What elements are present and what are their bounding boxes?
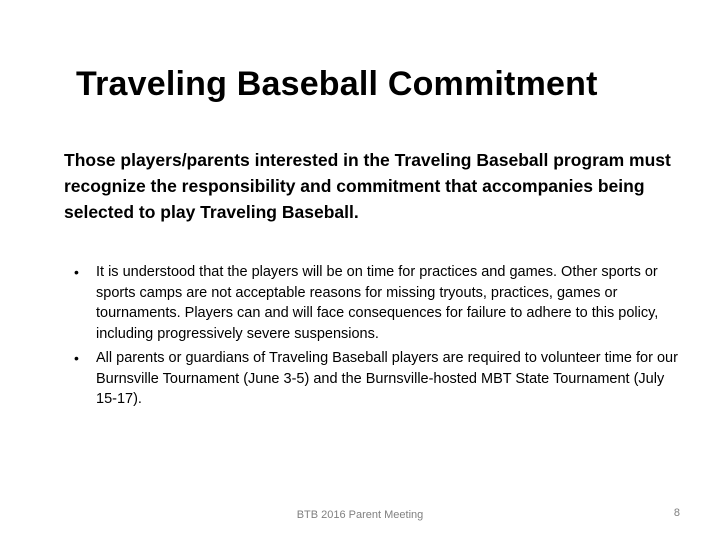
intro-paragraph: Those players/parents interested in the Traveling Baseball program must recognize the responsibility and commitment that accompanies being selected to play Traveling Baseball. [64,150,671,222]
bullet-item [74,262,682,344]
bullet-icon: • [74,264,79,280]
footer-text: BTB 2016 Parent Meeting [296,509,424,521]
bullet-text: It is understood that the players will be on time for practices and games. Other sports or sports camps are not acceptable reasons for missing tryouts, practices, games or tournaments. Players can and will face consequences for failure to adhere to this policy, including progressively severe suspensions. [96,264,659,342]
page-number: 8 [673,507,680,519]
bullet-icon: • [74,350,79,366]
bullet-item [74,348,682,410]
bullet-text: All parents or guardians of Traveling Baseball players are required to volunteer time for our Burnsville Tournament (June 3-5) and the Burnsville-hosted MBT State Tournament (July 15-17). [96,350,678,407]
bullet-list [74,262,682,414]
slide-title: Traveling Baseball Commitment [76,65,598,103]
